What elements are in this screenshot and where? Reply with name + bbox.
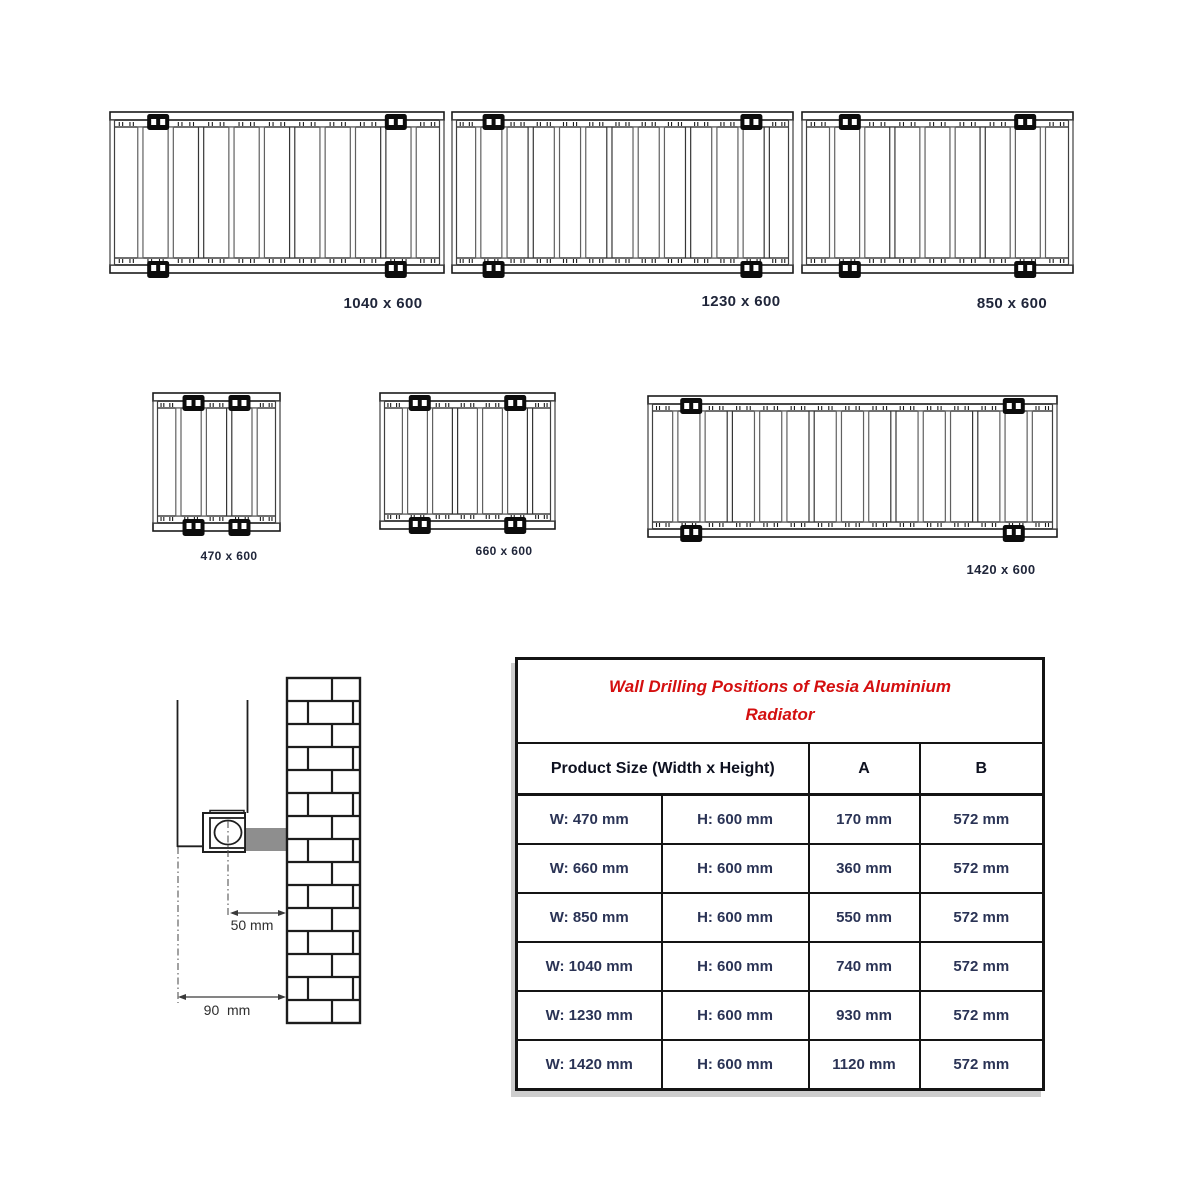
cell-height: H: 600 mm (662, 795, 809, 845)
radiator-diagram-1420x600 (640, 388, 1065, 545)
mounting-bracket-bottom (839, 261, 861, 278)
drilling-table-wrap (515, 657, 1045, 1091)
cell-b: 572 mm (920, 991, 1044, 1040)
cell-height: H: 600 mm (662, 844, 809, 893)
top-collector-bar (153, 393, 280, 401)
bottom-collector-bar (648, 529, 1057, 537)
brick-wall (287, 678, 360, 1023)
table-title-cell (517, 659, 1044, 744)
mounting-bracket-bottom (483, 261, 505, 278)
wall-mounting-section-diagram (140, 655, 385, 1035)
drilling-positions-table (515, 657, 1045, 1091)
tube-group (380, 401, 555, 521)
cell-b: 572 mm (920, 844, 1044, 893)
table-header-row (517, 743, 1044, 795)
mounting-bracket-bottom (147, 261, 169, 278)
cell-width: W: 1040 mm (517, 942, 662, 991)
mounting-bracket-bottom (680, 525, 702, 542)
cell-b: 572 mm (920, 1040, 1044, 1090)
radiator-diagram-850x600 (794, 104, 1081, 281)
cell-width: W: 850 mm (517, 893, 662, 942)
fin-ticks (657, 406, 1049, 527)
table-title-row (517, 659, 1044, 744)
radiator-size-label-1230: 1230 x 600 (701, 293, 781, 310)
cell-b: 572 mm (920, 893, 1044, 942)
table-row (517, 1040, 1044, 1090)
header-col-b: B (920, 743, 1044, 795)
mounting-bracket-bottom (1003, 525, 1025, 542)
table-row (517, 795, 1044, 845)
cell-a: 170 mm (809, 795, 920, 845)
header-col-a: A (809, 743, 920, 795)
mounting-bracket-top (228, 395, 250, 411)
mounting-bracket-top (839, 114, 861, 130)
table-row (517, 844, 1044, 893)
fin-ticks (119, 122, 434, 263)
mounting-bracket-bottom (385, 261, 407, 278)
radiator-size-label-1420: 1420 x 600 (966, 562, 1036, 577)
fin-ticks (460, 122, 785, 263)
mounting-bracket-top (1014, 114, 1036, 130)
tube-group (802, 120, 1073, 265)
cell-height: H: 600 mm (662, 893, 809, 942)
cell-width: W: 1230 mm (517, 991, 662, 1040)
radiator-diagram-1230x600 (444, 104, 801, 281)
radiator-size-label-1040: 1040 x 600 (343, 295, 423, 312)
top-collector-bar (648, 396, 1057, 404)
radiator-size-label-660: 660 x 600 (475, 544, 533, 558)
fin-ticks (388, 403, 547, 519)
radiator-diagram-470x600 (145, 385, 288, 539)
bottom-collector-bar (380, 521, 555, 529)
mounting-bracket-top (740, 114, 762, 130)
mounting-bracket-bottom (228, 519, 250, 536)
table-row (517, 991, 1044, 1040)
table-title-line1: Wall Drilling Positions of Resia Aluminium (609, 676, 951, 696)
tube-group (110, 120, 444, 265)
cell-height: H: 600 mm (662, 991, 809, 1040)
mounting-bracket-bottom (183, 519, 205, 536)
mounting-bracket-bottom (1014, 261, 1036, 278)
radiator-size-label-850: 850 x 600 (976, 295, 1048, 312)
header-product-size: Product Size (Width x Height) (517, 743, 809, 795)
cell-width: W: 470 mm (517, 795, 662, 845)
table-row (517, 893, 1044, 942)
radiator-diagram-1040x600 (102, 104, 452, 281)
mounting-bracket-top (483, 114, 505, 130)
mounting-bracket-top (1003, 398, 1025, 414)
mounting-bracket-bottom (504, 517, 526, 534)
mounting-bracket-top (385, 114, 407, 130)
mounting-bracket-top (409, 395, 431, 411)
cell-height: H: 600 mm (662, 1040, 809, 1090)
mounting-bracket-top (147, 114, 169, 130)
table-title-line2: Radiator (745, 705, 815, 724)
tube-group (452, 120, 793, 265)
tube-group (153, 401, 280, 523)
bottom-collector-bar (153, 523, 280, 531)
cell-a: 360 mm (809, 844, 920, 893)
table-row (517, 942, 1044, 991)
fin-ticks (811, 122, 1064, 263)
top-collector-bar (380, 393, 555, 401)
cell-a: 740 mm (809, 942, 920, 991)
mounting-bracket-bottom (409, 517, 431, 534)
cell-height: H: 600 mm (662, 942, 809, 991)
cell-b: 572 mm (920, 795, 1044, 845)
cell-b: 572 mm (920, 942, 1044, 991)
mounting-bracket-bottom (740, 261, 762, 278)
tube-group (648, 404, 1057, 529)
radiator-diagram-660x600 (372, 385, 563, 537)
cell-width: W: 1420 mm (517, 1040, 662, 1090)
mounting-bracket-top (183, 395, 205, 411)
wall-bracket (203, 811, 245, 853)
mounting-bracket-top (680, 398, 702, 414)
mounting-bracket-top (504, 395, 526, 411)
dimension-label-90mm: 90 mm (203, 1002, 251, 1018)
radiator-size-label-470: 470 x 600 (200, 549, 258, 563)
cell-width: W: 660 mm (517, 844, 662, 893)
cell-a: 930 mm (809, 991, 920, 1040)
dimension-label-50mm: 50 mm (230, 917, 274, 933)
cell-a: 550 mm (809, 893, 920, 942)
cell-a: 1120 mm (809, 1040, 920, 1090)
